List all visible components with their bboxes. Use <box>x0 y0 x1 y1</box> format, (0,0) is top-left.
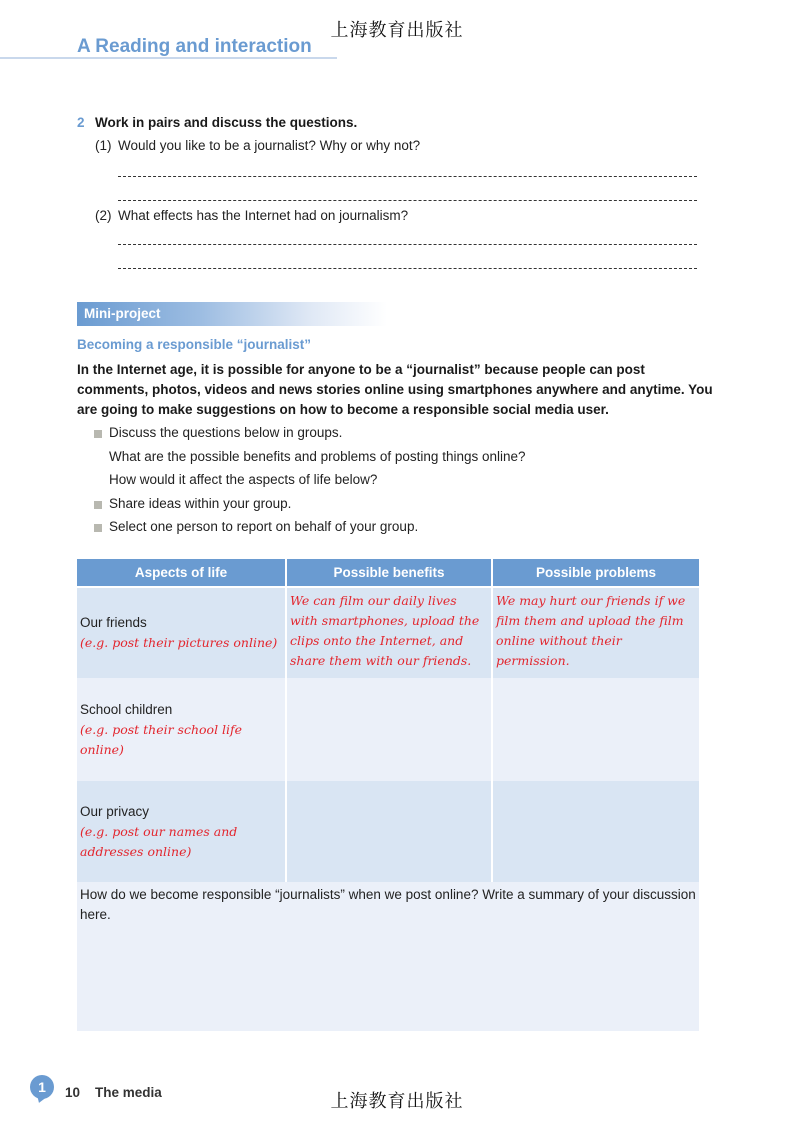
instruction-list <box>94 424 694 542</box>
publisher-watermark-bottom: 上海教育出版社 <box>330 1091 464 1112</box>
column-header-aspects: Aspects of life <box>77 559 286 587</box>
summary-cell[interactable] <box>77 882 699 1031</box>
table-row <box>77 587 699 678</box>
aspect-name: Our friends <box>80 615 147 630</box>
benefits-answer: We can film our daily lives with smartphones, upload the clips onto the Internet, and share them with our friends. <box>290 593 480 668</box>
aspect-example: (e.g. post our names and addresses online) <box>80 823 238 859</box>
sub-question-number: (2) <box>95 208 112 223</box>
table-row <box>77 781 699 882</box>
aspect-example: (e.g. post their school life online) <box>80 721 243 757</box>
sub-question-text: What effects has the Internet had on journalism? <box>118 208 409 223</box>
page-number: 10 <box>65 1085 81 1100</box>
section-divider <box>0 57 337 59</box>
benefits-cell[interactable] <box>286 678 492 781</box>
answer-line-1a[interactable] <box>118 176 697 177</box>
question-number: 2 <box>77 115 85 130</box>
aspect-cell <box>77 678 286 781</box>
answer-line-1b[interactable] <box>118 200 697 201</box>
aspect-cell <box>77 781 286 882</box>
section-title: A Reading and interaction <box>77 36 312 57</box>
aspect-name: Our privacy <box>80 803 150 819</box>
square-bullet-icon <box>94 524 102 532</box>
unit-title: The media <box>95 1085 162 1100</box>
publisher-watermark-top: 上海教育出版社 <box>330 20 464 41</box>
instruction-item: How would it affect the aspects of life below? <box>109 472 378 488</box>
instruction-item: What are the possible benefits and problems of posting things online? <box>109 448 526 464</box>
aspect-name: School children <box>80 701 173 717</box>
aspect-example: (e.g. post their pictures online) <box>80 635 278 650</box>
benefits-cell[interactable] <box>286 781 492 882</box>
column-header-benefits: Possible benefits <box>286 559 492 587</box>
problems-cell[interactable] <box>492 781 699 882</box>
sub-question-1 <box>95 138 420 153</box>
question-heading: Work in pairs and discuss the questions. <box>95 115 358 130</box>
table-header-row <box>77 559 699 587</box>
sub-question-number: (1) <box>95 138 112 153</box>
summary-prompt: How do we become responsible “journalists” when we post online? Write a summary of your discussion here. <box>80 887 696 922</box>
problems-cell[interactable] <box>492 587 699 678</box>
problems-cell[interactable] <box>492 678 699 781</box>
mini-project-intro: In the Internet age, it is possible for anyone to be a “journalist” because people can post comments, photos, videos and news stories online using smartphones anywhere and anytime. You are going to make suggestions on how to become a responsible social media user. <box>77 362 713 417</box>
answer-line-2a[interactable] <box>118 244 697 245</box>
instruction-item: Select one person to report on behalf of your group. <box>94 518 694 542</box>
square-bullet-icon <box>94 430 102 438</box>
summary-row <box>77 882 699 1031</box>
column-header-problems: Possible problems <box>492 559 699 587</box>
instruction-item: Discuss the questions below in groups. <box>94 424 694 448</box>
benefits-cell[interactable] <box>286 587 492 678</box>
mini-project-subtitle: Becoming a responsible “journalist” <box>77 337 312 352</box>
square-bullet-icon <box>94 501 102 509</box>
unit-badge-icon: 1 <box>30 1075 54 1099</box>
mini-project-banner <box>77 302 387 326</box>
mini-project-label: Mini-project <box>84 306 161 321</box>
sub-question-text: Would you like to be a journalist? Why or why not? <box>118 138 421 153</box>
problems-answer: We may hurt our friends if we film them and upload the film online without their permission. <box>496 593 686 668</box>
aspects-table <box>77 559 699 1031</box>
sub-question-2 <box>95 208 408 223</box>
table-row <box>77 678 699 781</box>
aspect-cell <box>77 587 286 678</box>
instruction-item: Share ideas within your group. <box>94 495 694 519</box>
answer-line-2b[interactable] <box>118 268 697 269</box>
